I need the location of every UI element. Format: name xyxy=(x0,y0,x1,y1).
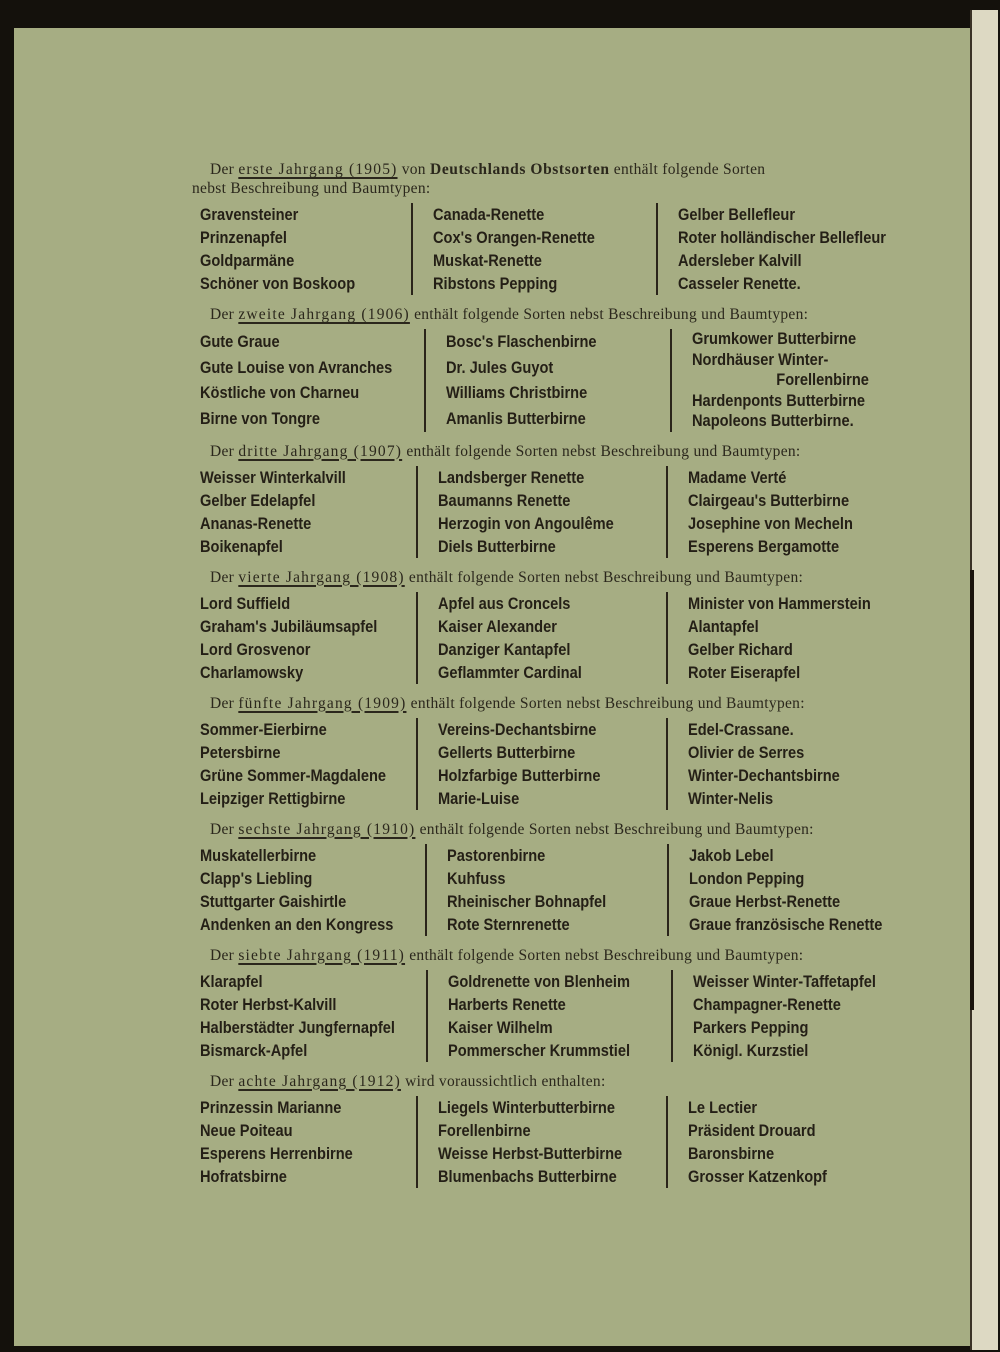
variety-item: Adersleber Kalvill xyxy=(678,251,802,270)
variety-grid xyxy=(200,466,914,558)
variety-column-3 xyxy=(671,970,914,1062)
variety-item: Gelber Edelapfel xyxy=(200,490,316,510)
section-1910 xyxy=(174,820,914,936)
variety-item: Nordhäuser Winter- xyxy=(691,349,829,369)
header-ordinal: siebte Jahrgang (1911) xyxy=(238,946,406,964)
adjacent-page-edge xyxy=(970,10,998,1350)
variety-column-3 xyxy=(666,592,914,684)
variety-column-3 xyxy=(666,718,914,810)
variety-item: Graue Herbst-Renette xyxy=(689,891,841,911)
header-suffix: enthält folgende Sorten nebst Beschreibung und Baumtypen: xyxy=(409,306,809,323)
variety-item: Grosser Katzenkopf xyxy=(688,1166,828,1186)
variety-column-1 xyxy=(200,329,424,432)
header-prefix: Der xyxy=(210,306,239,323)
variety-item: Liegels Winterbutterbirne xyxy=(438,1097,616,1117)
variety-column-2 xyxy=(416,466,666,558)
variety-item: Muskatellerbirne xyxy=(200,845,317,865)
variety-item: Clairgeau's Butterbirne xyxy=(688,490,850,510)
variety-item: Blumenbachs Butterbirne xyxy=(438,1166,618,1186)
section-header xyxy=(174,442,914,461)
header-suffix: wird voraussichtlich enthalten: xyxy=(400,1072,606,1090)
header-suffix: enthält folgende Sorten nebst Beschreibung und Baumtypen: xyxy=(402,442,801,460)
variety-item: Esperens Herrenbirne xyxy=(200,1143,353,1163)
variety-item: Ananas-Renette xyxy=(200,513,312,533)
section-header xyxy=(174,820,914,839)
variety-item: Lord Suffield xyxy=(200,593,291,613)
variety-item: Forellenbirne xyxy=(776,370,869,389)
variety-column-1 xyxy=(200,970,426,1062)
variety-column-1 xyxy=(200,592,416,684)
variety-item: Köstliche von Charneu xyxy=(200,383,360,402)
variety-item: Gute Graue xyxy=(200,332,280,351)
variety-item: Rheinischer Bohnapfel xyxy=(446,891,607,911)
section-1905 xyxy=(174,160,914,295)
variety-item: Ribstons Pepping xyxy=(433,274,558,293)
variety-column-1 xyxy=(200,1096,416,1188)
variety-item: Herzogin von Angoulême xyxy=(438,513,615,533)
header-mid: von xyxy=(397,161,431,178)
variety-item: London Pepping xyxy=(689,868,805,888)
variety-item: Williams Christbirne xyxy=(445,383,587,402)
header-ordinal: erste Jahrgang (1905) xyxy=(238,161,398,178)
page-sheet xyxy=(14,28,970,1346)
variety-column-3 xyxy=(656,203,914,295)
variety-item: Parkers Pepping xyxy=(692,1017,809,1037)
variety-item: Graham's Jubiläumsapfel xyxy=(200,616,378,636)
header-suffix: enthält folgende Sorten nebst Beschreibung und Baumtypen: xyxy=(406,694,805,712)
variety-item: Le Lectier xyxy=(688,1097,758,1117)
variety-column-2 xyxy=(425,844,667,936)
header-prefix: Der xyxy=(210,946,239,964)
variety-grid xyxy=(200,970,914,1062)
variety-item: Cox's Orangen-Renette xyxy=(433,228,596,247)
section-1907 xyxy=(174,442,914,558)
variety-item: Schöner von Boskoop xyxy=(200,274,356,293)
variety-item: Hardenponts Butterbirne xyxy=(691,390,865,410)
header-prefix: Der xyxy=(210,820,239,838)
variety-item: Bosc's Flaschenbirne xyxy=(445,332,597,351)
variety-item: Landsberger Renette xyxy=(438,467,585,487)
variety-item: Leipziger Rettigbirne xyxy=(200,788,346,808)
variety-item: Gelber Bellefleur xyxy=(678,205,796,224)
variety-item: Napoleons Butterbirne. xyxy=(691,411,854,430)
header-prefix: Der xyxy=(210,694,239,712)
variety-grid xyxy=(200,592,914,684)
variety-column-2 xyxy=(426,970,671,1062)
variety-grid xyxy=(200,329,914,432)
variety-item: Minister von Hammerstein xyxy=(688,593,871,613)
variety-item: Sommer-Eierbirne xyxy=(200,719,327,739)
variety-grid xyxy=(200,203,914,295)
header-suffix: enthält folgende Sorten nebst Beschreibung und Baumtypen: xyxy=(415,820,814,838)
variety-item: Stuttgarter Gaishirtle xyxy=(200,891,347,911)
section-header xyxy=(174,694,914,713)
variety-item: Roter holländischer Bellefleur xyxy=(678,228,886,247)
variety-item: Goldparmäne xyxy=(200,251,295,270)
variety-item: Madame Verté xyxy=(688,467,787,487)
variety-item: Graue französische Renette xyxy=(689,914,883,934)
variety-item: Prinzessin Marianne xyxy=(200,1097,342,1117)
variety-column-3 xyxy=(667,844,914,936)
variety-item: Josephine von Mecheln xyxy=(688,513,854,533)
header-prefix: Der xyxy=(210,161,239,178)
variety-item: Winter-Dechantsbirne xyxy=(688,765,840,785)
section-header xyxy=(174,568,914,587)
variety-item: Baronsbirne xyxy=(688,1143,775,1163)
variety-item: Marie-Luise xyxy=(438,788,520,808)
variety-item: Jakob Lebel xyxy=(689,845,774,865)
section-header xyxy=(174,305,914,324)
variety-item: Birne von Tongre xyxy=(200,408,320,428)
header-ordinal: vierte Jahrgang (1908) xyxy=(238,568,405,586)
variety-column-2 xyxy=(424,329,670,432)
variety-item: Casseler Renette. xyxy=(678,274,801,293)
variety-item: Neue Poiteau xyxy=(200,1120,293,1140)
variety-item: Roter Herbst-Kalvill xyxy=(200,994,337,1014)
header-ordinal: sechste Jahrgang (1910) xyxy=(238,820,416,838)
header-suffix: enthält folgende Sorten xyxy=(609,161,766,178)
variety-item: Charlamowsky xyxy=(200,662,304,682)
variety-item: Halberstädter Jungfernapfel xyxy=(200,1017,395,1037)
section-header xyxy=(174,946,914,965)
header-ordinal: fünfte Jahrgang (1909) xyxy=(238,694,407,712)
variety-item: Olivier de Serres xyxy=(688,742,805,762)
variety-item: Kuhfuss xyxy=(446,868,506,888)
header-ordinal: zweite Jahrgang (1906) xyxy=(238,306,410,323)
variety-grid xyxy=(200,718,914,810)
header-ordinal: dritte Jahrgang (1907) xyxy=(238,442,403,460)
variety-item: Boikenapfel xyxy=(200,536,283,556)
variety-item: Baumanns Renette xyxy=(438,490,571,510)
header-suffix-line2: nebst Beschreibung und Baumtypen: xyxy=(192,180,431,197)
section-1912 xyxy=(174,1072,914,1188)
binding-shadow xyxy=(970,570,974,1010)
variety-item: Dr. Jules Guyot xyxy=(445,357,553,377)
variety-item: Champagner-Renette xyxy=(692,994,841,1014)
variety-item: Lord Grosvenor xyxy=(200,639,311,659)
variety-item: Klarapfel xyxy=(200,971,263,991)
variety-item: Geflammter Cardinal xyxy=(438,662,583,682)
variety-column-1 xyxy=(200,844,425,936)
variety-item: Petersbirne xyxy=(200,742,281,762)
section-1911 xyxy=(174,946,914,1062)
variety-item: Apfel aus Croncels xyxy=(438,593,571,613)
variety-item: Kaiser Alexander xyxy=(438,616,558,636)
variety-item: Edel-Crassane. xyxy=(688,719,794,739)
variety-item: Pommerscher Krummstiel xyxy=(448,1040,631,1060)
variety-column-1 xyxy=(200,466,416,558)
variety-column-2 xyxy=(416,1096,666,1188)
variety-column-1 xyxy=(200,203,411,295)
variety-item: Harberts Renette xyxy=(448,994,566,1014)
variety-item: Canada-Renette xyxy=(433,205,545,224)
variety-column-3 xyxy=(666,466,914,558)
header-suffix: enthält folgende Sorten nebst Beschreibung und Baumtypen: xyxy=(404,568,804,586)
variety-item: Grumkower Butterbirne xyxy=(691,329,856,348)
variety-item: Bismarck-Apfel xyxy=(200,1040,308,1060)
variety-item: Pastorenbirne xyxy=(446,845,546,865)
variety-item: Winter-Nelis xyxy=(688,788,774,808)
variety-item: Diels Butterbirne xyxy=(438,536,557,556)
header-prefix: Der xyxy=(210,442,239,460)
variety-column-3 xyxy=(666,1096,914,1188)
header-prefix: Der xyxy=(210,568,239,586)
variety-item: Weisse Herbst-Butterbirne xyxy=(438,1143,623,1163)
variety-item: Muskat-Renette xyxy=(433,251,543,270)
section-1906 xyxy=(174,305,914,432)
variety-grid xyxy=(200,844,914,936)
header-suffix: enthält folgende Sorten nebst Beschreibung und Baumtypen: xyxy=(405,946,804,964)
variety-item: Weisser Winterkalvill xyxy=(200,467,346,487)
variety-column-3 xyxy=(670,329,914,432)
variety-item: Roter Eiserapfel xyxy=(688,662,801,682)
variety-item: Rote Sternrenette xyxy=(446,914,570,934)
variety-item: Forellenbirne xyxy=(438,1120,531,1140)
section-1908 xyxy=(174,568,914,684)
variety-item: Weisser Winter-Taffetapfel xyxy=(692,971,876,991)
catalog-content xyxy=(174,160,914,1198)
variety-grid xyxy=(200,1096,914,1188)
section-header xyxy=(174,160,914,198)
variety-item: Kaiser Wilhelm xyxy=(448,1017,553,1037)
header-title: Deutschlands Obstsorten xyxy=(430,161,610,178)
variety-item: Danziger Kantapfel xyxy=(438,639,571,659)
variety-item: Grüne Sommer-Magdalene xyxy=(200,765,387,785)
variety-item: Gellerts Butterbirne xyxy=(438,742,576,762)
variety-item: Andenken an den Kongress xyxy=(200,914,394,934)
variety-item: Hofratsbirne xyxy=(200,1166,287,1186)
variety-item: Gute Louise von Avranches xyxy=(200,357,393,377)
variety-item: Clapp's Liebling xyxy=(200,868,313,888)
variety-item: Gelber Richard xyxy=(688,639,793,659)
variety-item: Holzfarbige Butterbirne xyxy=(438,765,601,785)
variety-item: Prinzenapfel xyxy=(200,228,287,247)
variety-item: Vereins-Dechantsbirne xyxy=(438,719,597,739)
header-ordinal: achte Jahrgang (1912) xyxy=(238,1072,401,1090)
variety-column-2 xyxy=(411,203,656,295)
variety-item: Königl. Kurzstiel xyxy=(692,1040,809,1060)
variety-column-2 xyxy=(416,592,666,684)
variety-item: Goldrenette von Blenheim xyxy=(448,971,630,991)
variety-item: Gravensteiner xyxy=(200,205,299,224)
variety-item: Präsident Drouard xyxy=(688,1120,816,1140)
header-prefix: Der xyxy=(210,1072,239,1090)
section-header xyxy=(174,1072,914,1091)
variety-column-2 xyxy=(416,718,666,810)
variety-item: Amanlis Butterbirne xyxy=(445,408,586,428)
variety-column-1 xyxy=(200,718,416,810)
section-1909 xyxy=(174,694,914,810)
variety-item: Alantapfel xyxy=(688,616,759,636)
variety-item: Esperens Bergamotte xyxy=(688,536,840,556)
